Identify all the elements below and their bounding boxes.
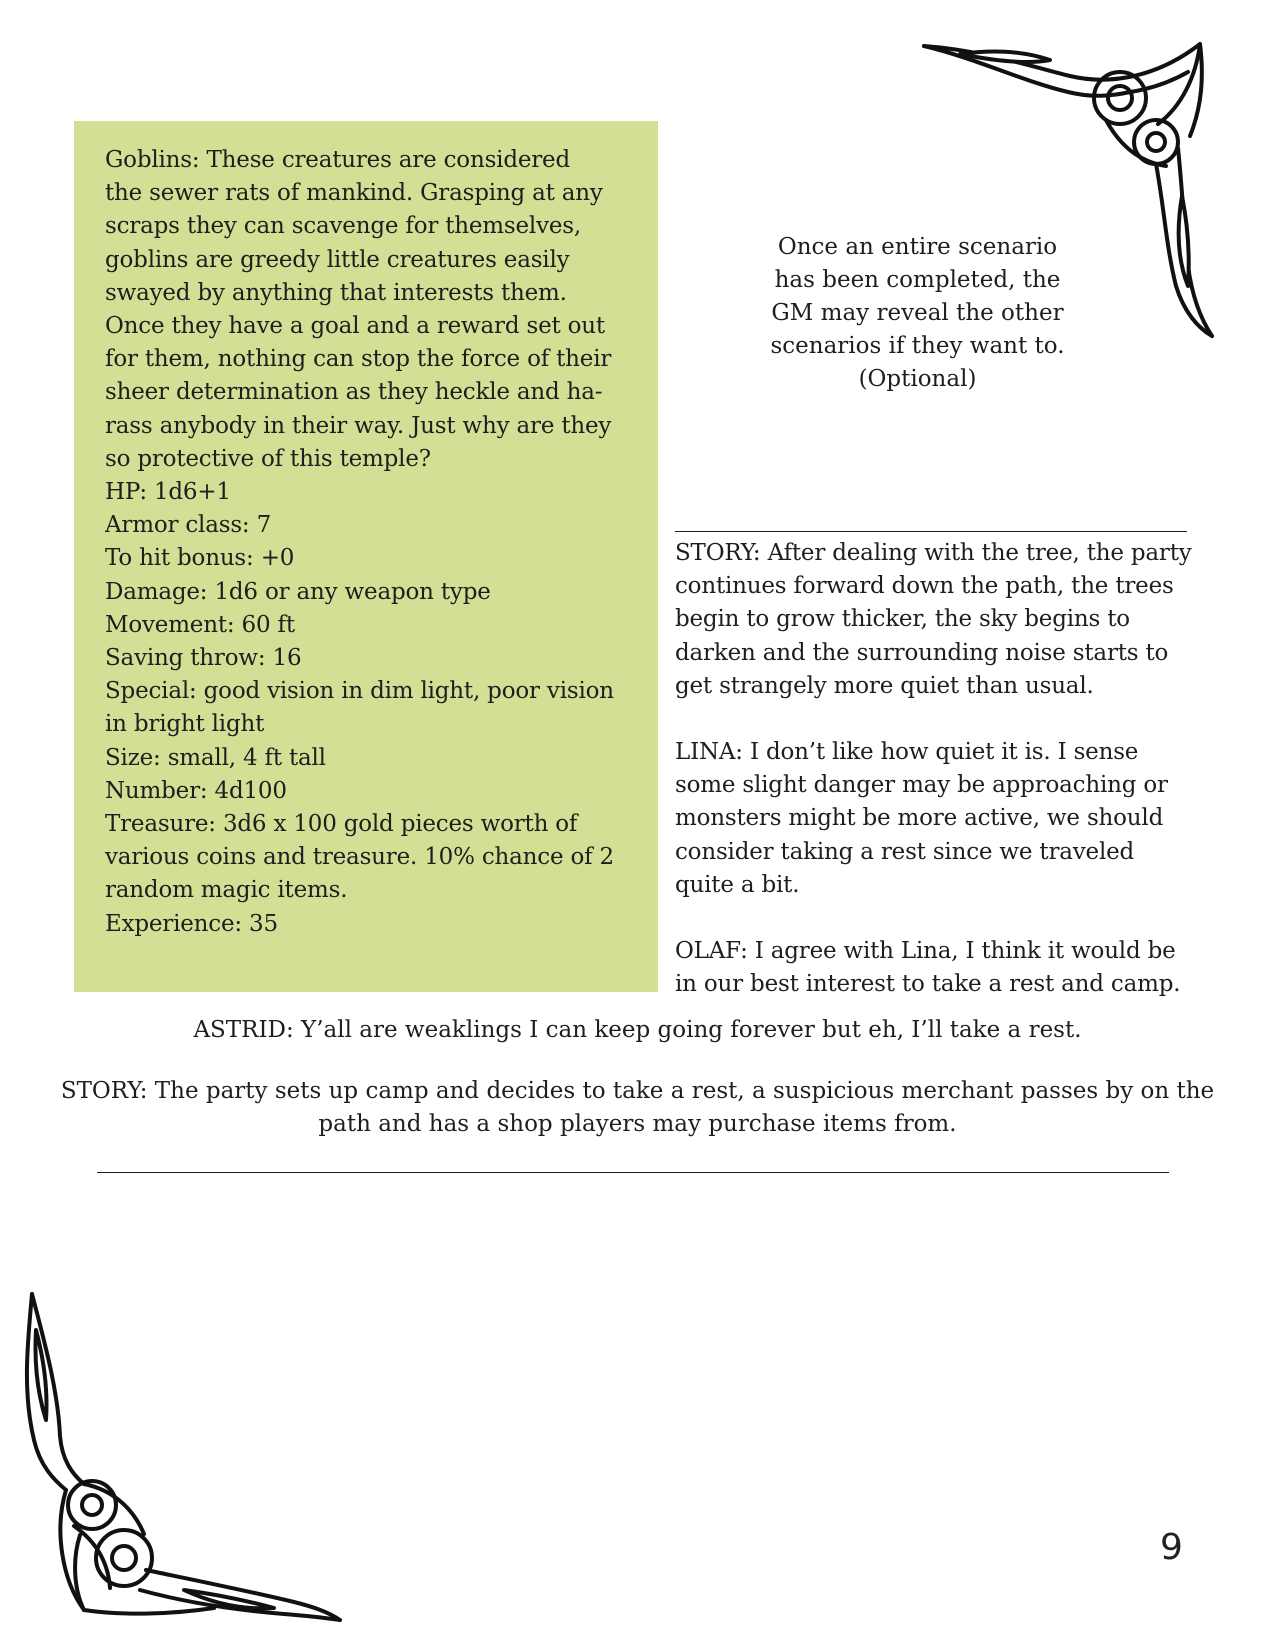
stat-movement: Movement: 60 ft — [105, 611, 295, 638]
olaf-dialogue — [675, 935, 1215, 1001]
gm-note — [745, 231, 1090, 396]
section-divider — [675, 531, 1187, 532]
stat-line: swayed by anything that interests them. — [105, 279, 567, 306]
story-line: STORY: After dealing with the tree, the party — [675, 540, 1192, 566]
lina-dialogue — [675, 736, 1215, 902]
story-paragraph — [675, 537, 1215, 703]
stat-size: Size: small, 4 ft tall — [105, 744, 326, 771]
note-line: has been completed, the — [774, 267, 1061, 293]
stat-line: goblins are greedy little creatures easily — [105, 246, 570, 273]
bottom-story — [60, 1014, 1215, 1142]
stat-damage: Damage: 1d6 or any weapon type — [105, 578, 491, 605]
stat-line: rass anybody in their way. Just why are they — [105, 412, 612, 439]
stat-armor-class: Armor class: 7 — [105, 512, 272, 539]
lina-line: consider taking a rest since we traveled — [675, 838, 1135, 865]
stat-experience: Experience: 35 — [105, 910, 278, 937]
section-divider — [97, 1172, 1169, 1173]
note-line: GM may reveal the other — [771, 300, 1064, 326]
story-line: path and has a shop players may purchase items from. — [318, 1111, 957, 1137]
stat-saving-throw: Saving throw: 16 — [105, 645, 302, 672]
story-line: darken and the surrounding noise starts to — [675, 639, 1169, 666]
stat-treasure-cont: random magic items. — [105, 877, 348, 904]
stat-treasure: Treasure: 3d6 x 100 gold pieces worth of — [105, 811, 578, 838]
lina-line: monsters might be more active, we should — [675, 805, 1164, 832]
stat-special: Special: good vision in dim light, poor vision — [105, 678, 614, 705]
note-line: (Optional) — [858, 366, 977, 392]
stat-hp: HP: 1d6+1 — [105, 479, 231, 506]
lina-line: quite a bit. — [675, 871, 800, 898]
story-line: STORY: The party sets up camp and decides to take a rest, a suspicious merchant passes by on the — [60, 1077, 1215, 1104]
stat-to-hit: To hit bonus: +0 — [105, 545, 295, 572]
olaf-line: in our best interest to take a rest and camp. — [675, 971, 1181, 998]
lina-line: LINA: I don’t like how quiet it is. I sense — [675, 739, 1139, 766]
celtic-knot-corner-bottom-left-icon — [14, 1290, 344, 1630]
olaf-line: OLAF: I agree with Lina, I think it would be — [675, 938, 1176, 965]
stat-line: so protective of this temple? — [105, 445, 431, 472]
stat-special-cont: in bright light — [105, 711, 265, 738]
note-line: Once an entire scenario — [777, 234, 1058, 260]
story-column — [675, 537, 1215, 1001]
stat-line: for them, nothing can stop the force of their — [105, 346, 612, 373]
stat-line: the sewer rats of mankind. Grasping at any — [105, 180, 603, 207]
stat-treasure-cont: various coins and treasure. 10% chance of 2 — [105, 844, 614, 871]
stat-line: Once they have a goal and a reward set out — [105, 313, 605, 340]
goblin-stat-block — [105, 144, 635, 941]
lina-line: some slight danger may be approaching or — [675, 772, 1168, 799]
stat-line: scraps they can scavenge for themselves, — [105, 213, 582, 240]
stat-number: Number: 4d100 — [105, 777, 287, 804]
story-line: begin to grow thicker, the sky begins to — [675, 606, 1130, 633]
story-line: get strangely more quiet than usual. — [675, 672, 1094, 699]
astrid-dialogue: ASTRID: Y’all are weaklings I can keep going forever but eh, I’ll take a rest. — [193, 1017, 1082, 1043]
page-number: 9 — [1160, 1527, 1183, 1568]
stat-line: sheer determination as they heckle and ha- — [105, 379, 603, 406]
note-line: scenarios if they want to. — [770, 333, 1065, 359]
story-line: continues forward down the path, the trees — [675, 573, 1174, 600]
stat-line: Goblins: These creatures are considered — [105, 147, 570, 173]
